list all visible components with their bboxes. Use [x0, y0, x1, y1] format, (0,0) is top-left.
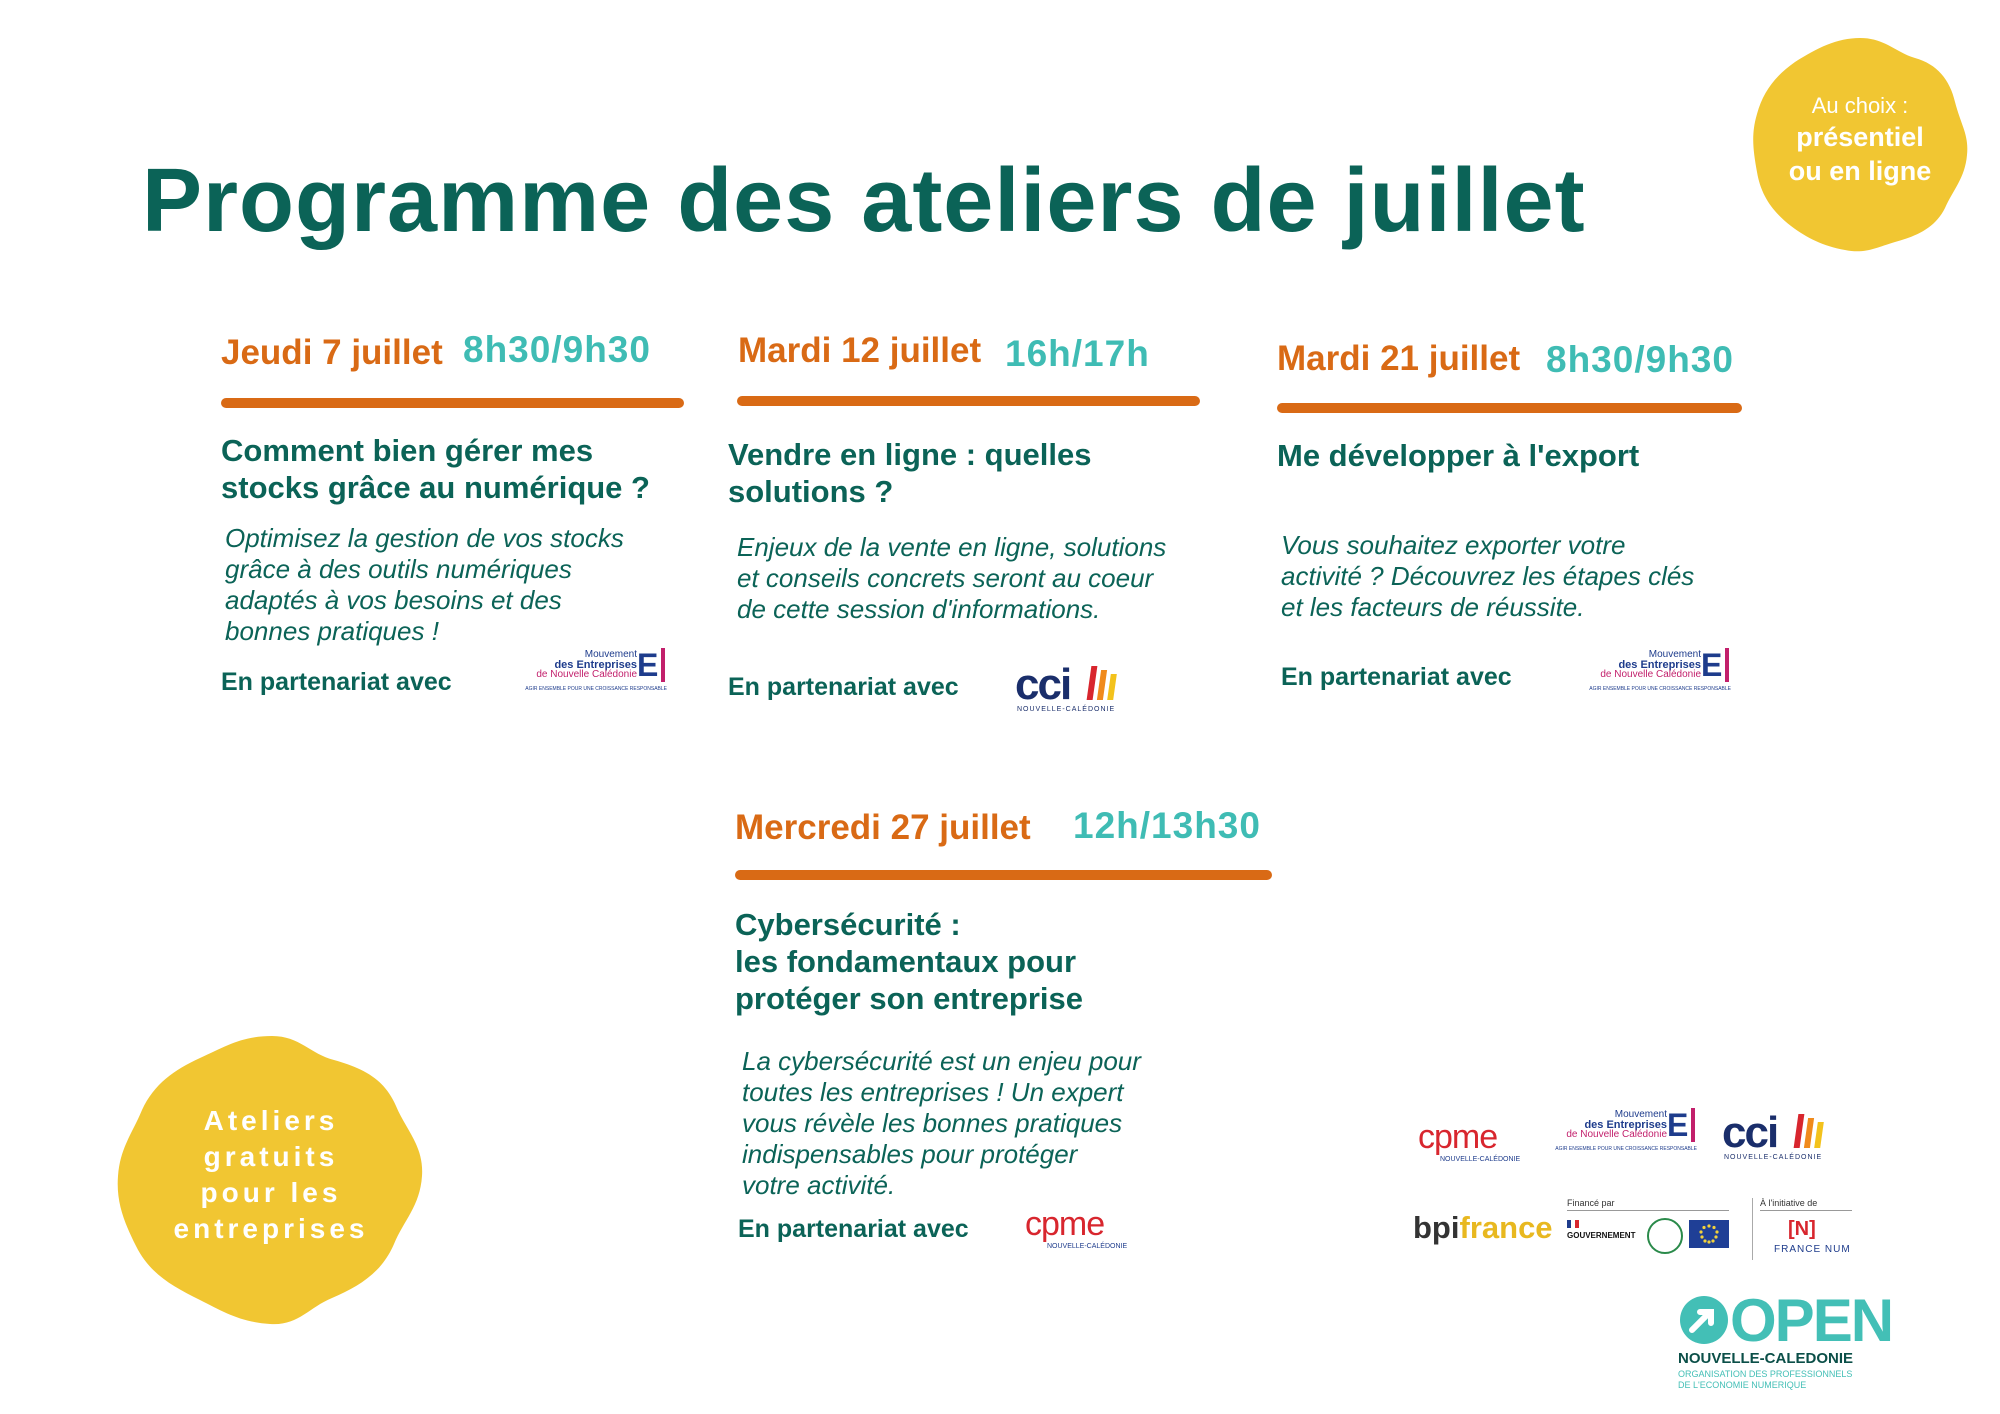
- cci-text: cci: [1015, 660, 1071, 709]
- desc-line: vous révèle les bonnes pratiques: [742, 1108, 1123, 1138]
- government-logo: [1567, 1198, 1729, 1258]
- badge-line-1: Ateliers: [203, 1105, 339, 1136]
- desc-line: activité ? Découvrez les étapes clés: [1281, 561, 1695, 591]
- france-num-text: FRANCE NUM: [1774, 1244, 1851, 1255]
- desc-line: Vous souhaitez exporter votre: [1281, 530, 1626, 560]
- mde-mark-icon: E: [1701, 648, 1729, 682]
- section-divider: [1277, 403, 1742, 413]
- mde-line: de Nouvelle Calédonie: [1600, 669, 1701, 680]
- france-text: france: [1459, 1210, 1553, 1245]
- workshop-heading: [728, 436, 1092, 510]
- initiative-label: À l'initiative de: [1760, 1198, 1818, 1208]
- open-tagline-2: DE L'ECONOMIE NUMERIQUE: [1678, 1380, 1807, 1390]
- badge-line-2: gratuits: [203, 1141, 339, 1172]
- partner-label: En partenariat avec: [728, 673, 959, 701]
- section-divider: [735, 870, 1272, 880]
- mde-tagline: AGIR ENSEMBLE POUR UNE CROISSANCE RESPONSABLE: [1589, 686, 1731, 692]
- mde-tagline: AGIR ENSEMBLE POUR UNE CROISSANCE RESPONSABLE: [1555, 1146, 1697, 1152]
- format-badge: [1745, 30, 1975, 260]
- mde-tagline: AGIR ENSEMBLE POUR UNE CROISSANCE RESPONSABLE: [525, 686, 667, 692]
- desc-line: de cette session d'informations.: [737, 594, 1101, 624]
- desc-line: Optimisez la gestion de vos stocks: [225, 523, 624, 553]
- workshop-day: Jeudi 7 juillet: [221, 333, 443, 372]
- logo-separator: [1752, 1198, 1753, 1260]
- cci-stripe-red: [1087, 666, 1098, 700]
- partner-label: En partenariat avec: [1281, 663, 1512, 691]
- workshop-day: Mardi 12 juillet: [738, 331, 982, 370]
- badge-line-2: présentiel: [1796, 122, 1924, 152]
- desc-line: indispensables pour protéger: [742, 1139, 1078, 1169]
- mde-text: [1600, 650, 1701, 680]
- divider: [1760, 1210, 1852, 1211]
- mde-line: des Entreprises: [554, 659, 637, 671]
- workshop-description: [737, 532, 1166, 625]
- flag-icon: [1567, 1220, 1579, 1228]
- workshop-time: 8h30/9h30: [1546, 339, 1734, 380]
- badge-line-1: Au choix :: [1811, 93, 1909, 118]
- desc-line: Enjeux de la vente en ligne, solutions: [737, 532, 1167, 562]
- heading-line: protéger son entreprise: [735, 981, 1083, 1016]
- section-divider: [737, 396, 1200, 406]
- mde-mark-icon: E: [1667, 1108, 1695, 1142]
- section-divider: [221, 398, 684, 408]
- mde-line: Mouvement: [584, 649, 637, 660]
- desc-line: votre activité.: [742, 1170, 896, 1200]
- mde-mark-icon: E: [637, 648, 665, 682]
- open-sub: NOUVELLE-CALEDONIE: [1678, 1350, 1854, 1367]
- desc-line: toutes les entreprises ! Un expert: [742, 1077, 1124, 1107]
- cci-stripe-yellow: [1107, 674, 1117, 700]
- cpme-logo: [1025, 1205, 1155, 1255]
- mde-logo: [1586, 648, 1731, 698]
- desc-line: La cybersécurité est un enjeu pour: [742, 1046, 1141, 1076]
- workshop-day: Mercredi 27 juillet: [735, 808, 1031, 847]
- cci-sub: NOUVELLE-CALÉDONIE: [1724, 1154, 1823, 1161]
- heading-line: stocks grâce au numérique ?: [221, 470, 650, 505]
- cci-logo: [1722, 1108, 1857, 1168]
- page-title: Programme des ateliers de juillet: [142, 151, 1586, 251]
- open-circle-icon: [1678, 1294, 1730, 1346]
- workshop-heading: [735, 906, 1083, 1017]
- mde-line: de Nouvelle Calédonie: [536, 669, 637, 680]
- desc-line: adaptés à vos besoins et des: [225, 585, 562, 615]
- divider: [1567, 1210, 1729, 1211]
- badge-line-3: pour les: [200, 1177, 342, 1208]
- cci-stripe-orange: [1097, 670, 1107, 700]
- mde-line: des Entreprises: [1618, 659, 1701, 671]
- mde-logo: [1552, 1108, 1697, 1162]
- workshop-time: 8h30/9h30: [463, 329, 651, 370]
- desc-line: grâce à des outils numériques: [225, 554, 572, 584]
- open-text: OPEN: [1730, 1287, 1893, 1354]
- gov-name: GOUVERNEMENT: [1567, 1231, 1636, 1240]
- heading-line: Cybersécurité :: [735, 907, 961, 942]
- cci-stripe-red: [1794, 1114, 1805, 1148]
- open-logo: [1678, 1287, 1893, 1392]
- workshop-time: 16h/17h: [1005, 333, 1150, 374]
- desc-line: et conseils concrets seront au coeur: [737, 563, 1154, 593]
- heading-line: Vendre en ligne : quelles: [728, 437, 1092, 472]
- cci-stripe-orange: [1804, 1118, 1814, 1148]
- partner-label: En partenariat avec: [738, 1215, 969, 1243]
- workshop-description: [1281, 530, 1694, 623]
- desc-line: bonnes pratiques !: [225, 616, 439, 646]
- cpme-text: cpme: [1418, 1118, 1498, 1156]
- heading-line: les fondamentaux pour: [735, 944, 1077, 979]
- france-num-mark: [N]: [1788, 1218, 1816, 1240]
- cpme-sub: NOUVELLE-CALÉDONIE: [1047, 1243, 1128, 1250]
- workshop-time: 12h/13h30: [1073, 805, 1261, 846]
- eu-flag-icon: [1689, 1220, 1729, 1248]
- workshop-description: [225, 523, 624, 647]
- mde-text: [1566, 1110, 1667, 1140]
- desc-line: et les facteurs de réussite.: [1281, 592, 1585, 622]
- workshop-day: Mardi 21 juillet: [1277, 339, 1521, 378]
- mde-line: Mouvement: [1614, 1109, 1667, 1120]
- partner-label: En partenariat avec: [221, 668, 452, 696]
- mde-line: de Nouvelle Calédonie: [1566, 1129, 1667, 1140]
- workshop-heading: [1277, 437, 1639, 474]
- bpi-text: bpi: [1413, 1210, 1460, 1245]
- badge-line-4: entreprises: [173, 1213, 369, 1244]
- cci-text: cci: [1722, 1108, 1778, 1157]
- mde-logo: [522, 648, 667, 698]
- badge-line-3: ou en ligne: [1788, 156, 1932, 186]
- open-tagline-1: ORGANISATION DES PROFESSIONNELS: [1678, 1369, 1853, 1379]
- france-relance-icon: [1647, 1218, 1683, 1254]
- cpme-logo: [1418, 1118, 1548, 1170]
- cpme-text: cpme: [1025, 1205, 1105, 1243]
- funded-by-label: Financé par: [1567, 1198, 1615, 1208]
- workshop-heading: [221, 432, 650, 506]
- free-badge: [112, 1030, 430, 1330]
- france-num-logo: [1760, 1198, 1852, 1258]
- heading-line: Comment bien gérer mes: [221, 433, 594, 468]
- cpme-sub: NOUVELLE-CALÉDONIE: [1440, 1156, 1521, 1163]
- heading-line: Me développer à l'export: [1277, 438, 1640, 473]
- mde-text: [536, 650, 637, 680]
- heading-line: solutions ?: [728, 474, 894, 509]
- mde-line: des Entreprises: [1584, 1119, 1667, 1131]
- cci-logo: [1015, 660, 1135, 720]
- workshop-description: [742, 1046, 1141, 1201]
- mde-line: Mouvement: [1648, 649, 1701, 660]
- cci-sub: NOUVELLE-CALÉDONIE: [1017, 706, 1116, 713]
- bpifrance-logo: [1413, 1210, 1553, 1250]
- cci-stripe-yellow: [1814, 1122, 1824, 1148]
